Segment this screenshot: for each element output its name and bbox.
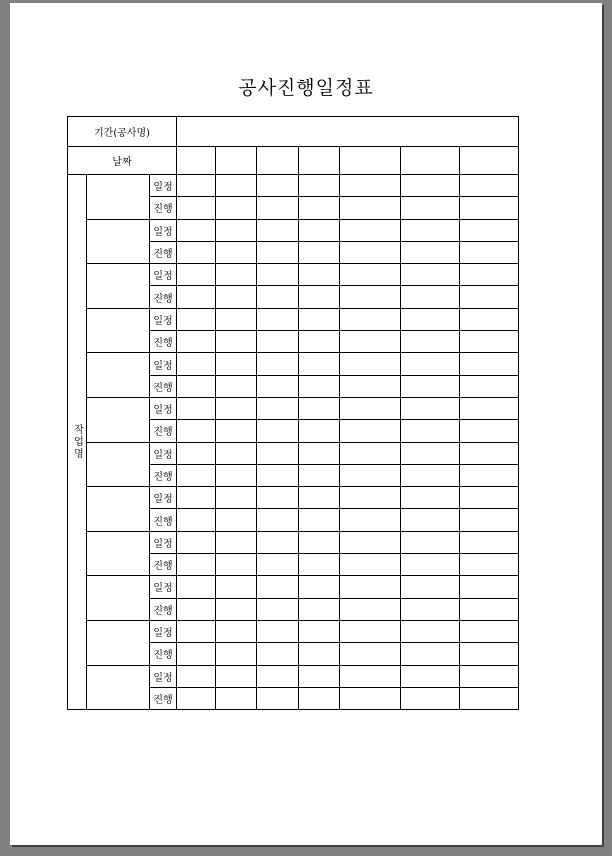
grid-cell[interactable] [340, 509, 401, 531]
progress-label: 진행 [150, 598, 177, 620]
grid-cell[interactable] [460, 420, 519, 442]
progress-label: 진행 [150, 643, 177, 665]
grid-cell[interactable] [460, 375, 519, 397]
grid-cell[interactable] [299, 643, 340, 665]
date-cell[interactable] [401, 147, 460, 175]
grid-cell[interactable] [177, 665, 216, 687]
grid-cell[interactable] [299, 487, 340, 509]
grid-cell[interactable] [177, 554, 216, 576]
period-label: 기간(공사명) [68, 117, 177, 147]
grid-cell[interactable] [299, 420, 340, 442]
grid-cell[interactable] [299, 241, 340, 263]
task-name-cell[interactable] [87, 487, 150, 532]
grid-cell[interactable] [299, 554, 340, 576]
grid-cell[interactable] [340, 687, 401, 709]
grid-cell[interactable] [340, 598, 401, 620]
grid-cell[interactable] [460, 397, 519, 419]
date-label: 날짜 [68, 147, 177, 175]
grid-cell[interactable] [401, 331, 460, 353]
grid-cell[interactable] [460, 464, 519, 486]
grid-cell[interactable] [401, 554, 460, 576]
grid-cell[interactable] [177, 442, 216, 464]
grid-cell[interactable] [401, 175, 460, 197]
table-row [68, 442, 519, 464]
task-name-cell[interactable] [87, 353, 150, 398]
grid-cell[interactable] [401, 643, 460, 665]
grid-cell[interactable] [257, 397, 299, 419]
date-cell[interactable] [257, 147, 299, 175]
grid-cell[interactable] [177, 509, 216, 531]
grid-cell[interactable] [257, 197, 299, 219]
grid-cell[interactable] [216, 576, 257, 598]
grid-cell[interactable] [257, 620, 299, 642]
task-name-cell[interactable] [87, 576, 150, 621]
grid-cell[interactable] [216, 620, 257, 642]
table-row [68, 487, 519, 509]
grid-cell[interactable] [257, 576, 299, 598]
grid-cell[interactable] [401, 219, 460, 241]
grid-cell[interactable] [257, 643, 299, 665]
grid-cell[interactable] [299, 442, 340, 464]
grid-cell[interactable] [460, 197, 519, 219]
grid-cell[interactable] [257, 509, 299, 531]
grid-cell[interactable] [216, 286, 257, 308]
grid-cell[interactable] [340, 464, 401, 486]
schedule-label: 일정 [150, 397, 177, 419]
grid-cell[interactable] [257, 331, 299, 353]
grid-cell[interactable] [257, 487, 299, 509]
grid-cell[interactable] [257, 665, 299, 687]
period-row [68, 117, 519, 147]
grid-cell[interactable] [340, 665, 401, 687]
grid-cell[interactable] [257, 464, 299, 486]
schedule-label: 일정 [150, 487, 177, 509]
grid-cell[interactable] [177, 420, 216, 442]
grid-cell[interactable] [340, 420, 401, 442]
grid-cell[interactable] [216, 331, 257, 353]
grid-cell[interactable] [299, 620, 340, 642]
grid-cell[interactable] [401, 308, 460, 330]
grid-cell[interactable] [299, 286, 340, 308]
schedule-label: 일정 [150, 308, 177, 330]
grid-cell[interactable] [460, 308, 519, 330]
grid-cell[interactable] [460, 219, 519, 241]
date-row [68, 147, 519, 175]
grid-cell[interactable] [177, 241, 216, 263]
task-name-cell[interactable] [87, 308, 150, 353]
grid-cell[interactable] [299, 175, 340, 197]
grid-cell[interactable] [257, 598, 299, 620]
table-row [68, 397, 519, 419]
grid-cell[interactable] [177, 219, 216, 241]
progress-label: 진행 [150, 197, 177, 219]
grid-cell[interactable] [460, 598, 519, 620]
grid-cell[interactable] [216, 219, 257, 241]
grid-cell[interactable] [340, 643, 401, 665]
grid-cell[interactable] [460, 286, 519, 308]
date-cell[interactable] [299, 147, 340, 175]
schedule-label: 일정 [150, 353, 177, 375]
table-row [68, 308, 519, 330]
grid-cell[interactable] [257, 264, 299, 286]
task-name-cell[interactable] [87, 442, 150, 487]
grid-cell[interactable] [460, 554, 519, 576]
grid-cell[interactable] [216, 308, 257, 330]
schedule-label: 일정 [150, 665, 177, 687]
grid-cell[interactable] [177, 643, 216, 665]
grid-cell[interactable] [401, 375, 460, 397]
grid-cell[interactable] [177, 353, 216, 375]
grid-cell[interactable] [299, 397, 340, 419]
grid-cell[interactable] [216, 442, 257, 464]
grid-cell[interactable] [177, 331, 216, 353]
schedule-label: 일정 [150, 264, 177, 286]
schedule-label: 일정 [150, 442, 177, 464]
table-row [68, 353, 519, 375]
schedule-table [67, 116, 519, 710]
grid-cell[interactable] [460, 353, 519, 375]
grid-cell[interactable] [257, 375, 299, 397]
date-cell[interactable] [216, 147, 257, 175]
grid-cell[interactable] [299, 375, 340, 397]
grid-cell[interactable] [299, 219, 340, 241]
schedule-label: 일정 [150, 576, 177, 598]
grid-cell[interactable] [177, 175, 216, 197]
task-name-cell[interactable] [87, 397, 150, 442]
progress-label: 진행 [150, 687, 177, 709]
task-name-cell[interactable] [87, 175, 150, 220]
date-cell[interactable] [340, 147, 401, 175]
schedule-label: 일정 [150, 620, 177, 642]
grid-cell[interactable] [340, 576, 401, 598]
grid-cell[interactable] [460, 175, 519, 197]
grid-cell[interactable] [401, 531, 460, 553]
grid-cell[interactable] [340, 331, 401, 353]
grid-cell[interactable] [216, 264, 257, 286]
grid-cell[interactable] [460, 241, 519, 263]
grid-cell[interactable] [401, 420, 460, 442]
grid-cell[interactable] [340, 353, 401, 375]
grid-cell[interactable] [340, 175, 401, 197]
grid-cell[interactable] [299, 308, 340, 330]
page-title: 공사진행일정표 [238, 77, 374, 99]
task-name-cell[interactable] [87, 531, 150, 576]
schedule-label: 일정 [150, 175, 177, 197]
schedule-label: 일정 [150, 219, 177, 241]
grid-cell[interactable] [460, 643, 519, 665]
grid-cell[interactable] [340, 286, 401, 308]
grid-cell[interactable] [401, 397, 460, 419]
grid-cell[interactable] [299, 598, 340, 620]
progress-label: 진행 [150, 286, 177, 308]
grid-cell[interactable] [257, 554, 299, 576]
grid-cell[interactable] [299, 665, 340, 687]
grid-cell[interactable] [257, 175, 299, 197]
grid-cell[interactable] [401, 487, 460, 509]
grid-cell[interactable] [460, 665, 519, 687]
grid-cell[interactable] [401, 197, 460, 219]
task-name-cell[interactable] [87, 219, 150, 264]
grid-cell[interactable] [401, 687, 460, 709]
grid-cell[interactable] [177, 620, 216, 642]
grid-cell[interactable] [460, 687, 519, 709]
grid-cell[interactable] [257, 241, 299, 263]
grid-cell[interactable] [299, 464, 340, 486]
grid-cell[interactable] [177, 598, 216, 620]
grid-cell[interactable] [401, 264, 460, 286]
grid-cell[interactable] [257, 353, 299, 375]
grid-cell[interactable] [257, 219, 299, 241]
table-row [68, 531, 519, 553]
grid-cell[interactable] [460, 576, 519, 598]
table-row [68, 264, 519, 286]
grid-cell[interactable] [177, 531, 216, 553]
grid-cell[interactable] [299, 264, 340, 286]
task-name-cell[interactable] [87, 264, 150, 309]
grid-cell[interactable] [340, 308, 401, 330]
grid-cell[interactable] [216, 397, 257, 419]
grid-cell[interactable] [177, 687, 216, 709]
grid-cell[interactable] [299, 331, 340, 353]
table-row [68, 576, 519, 598]
grid-cell[interactable] [460, 264, 519, 286]
progress-label: 진행 [150, 375, 177, 397]
grid-cell[interactable] [340, 442, 401, 464]
grid-cell[interactable] [216, 509, 257, 531]
document-page [10, 3, 602, 845]
table-row [68, 665, 519, 687]
grid-cell[interactable] [177, 308, 216, 330]
progress-label: 진행 [150, 509, 177, 531]
grid-cell[interactable] [340, 487, 401, 509]
grid-cell[interactable] [401, 353, 460, 375]
grid-cell[interactable] [299, 197, 340, 219]
grid-cell[interactable] [216, 420, 257, 442]
period-value-cell[interactable] [177, 117, 519, 147]
grid-cell[interactable] [177, 487, 216, 509]
grid-cell[interactable] [257, 286, 299, 308]
grid-cell[interactable] [216, 241, 257, 263]
grid-cell[interactable] [216, 375, 257, 397]
grid-cell[interactable] [401, 598, 460, 620]
grid-cell[interactable] [340, 375, 401, 397]
progress-label: 진행 [150, 331, 177, 353]
grid-cell[interactable] [401, 576, 460, 598]
grid-cell[interactable] [401, 509, 460, 531]
grid-cell[interactable] [401, 665, 460, 687]
grid-cell[interactable] [401, 464, 460, 486]
grid-cell[interactable] [299, 353, 340, 375]
grid-cell[interactable] [257, 308, 299, 330]
grid-cell[interactable] [460, 331, 519, 353]
grid-cell[interactable] [340, 197, 401, 219]
date-cell[interactable] [177, 147, 216, 175]
grid-cell[interactable] [401, 620, 460, 642]
grid-cell[interactable] [460, 509, 519, 531]
grid-cell[interactable] [177, 375, 216, 397]
grid-cell[interactable] [401, 442, 460, 464]
schedule-label: 일정 [150, 531, 177, 553]
grid-cell[interactable] [340, 241, 401, 263]
progress-label: 진행 [150, 241, 177, 263]
grid-cell[interactable] [257, 687, 299, 709]
grid-cell[interactable] [257, 420, 299, 442]
progress-label: 진행 [150, 420, 177, 442]
grid-cell[interactable] [299, 576, 340, 598]
grid-cell[interactable] [177, 397, 216, 419]
grid-cell[interactable] [299, 687, 340, 709]
grid-cell[interactable] [257, 531, 299, 553]
table-row [68, 175, 519, 197]
grid-cell[interactable] [216, 665, 257, 687]
grid-cell[interactable] [177, 464, 216, 486]
grid-cell[interactable] [340, 554, 401, 576]
grid-cell[interactable] [460, 442, 519, 464]
grid-cell[interactable] [216, 197, 257, 219]
grid-cell[interactable] [460, 487, 519, 509]
grid-cell[interactable] [177, 264, 216, 286]
work-name-label: 작업명 [68, 175, 87, 710]
grid-cell[interactable] [216, 175, 257, 197]
progress-label: 진행 [150, 464, 177, 486]
task-name-cell[interactable] [87, 620, 150, 665]
grid-cell[interactable] [401, 241, 460, 263]
grid-cell[interactable] [460, 531, 519, 553]
grid-cell[interactable] [216, 554, 257, 576]
grid-cell[interactable] [299, 531, 340, 553]
grid-cell[interactable] [340, 397, 401, 419]
grid-cell[interactable] [177, 286, 216, 308]
progress-label: 진행 [150, 554, 177, 576]
grid-cell[interactable] [257, 442, 299, 464]
grid-cell[interactable] [460, 620, 519, 642]
date-cell[interactable] [460, 147, 519, 175]
grid-cell[interactable] [216, 531, 257, 553]
grid-cell[interactable] [216, 353, 257, 375]
grid-cell[interactable] [216, 487, 257, 509]
grid-cell[interactable] [340, 264, 401, 286]
table-row [68, 620, 519, 642]
grid-cell[interactable] [299, 509, 340, 531]
grid-cell[interactable] [340, 531, 401, 553]
grid-cell[interactable] [216, 643, 257, 665]
table-row [68, 219, 519, 241]
grid-cell[interactable] [216, 598, 257, 620]
grid-cell[interactable] [340, 219, 401, 241]
grid-cell[interactable] [216, 687, 257, 709]
task-name-cell[interactable] [87, 665, 150, 710]
grid-cell[interactable] [177, 576, 216, 598]
grid-cell[interactable] [216, 464, 257, 486]
grid-cell[interactable] [340, 620, 401, 642]
grid-cell[interactable] [401, 286, 460, 308]
grid-cell[interactable] [177, 197, 216, 219]
